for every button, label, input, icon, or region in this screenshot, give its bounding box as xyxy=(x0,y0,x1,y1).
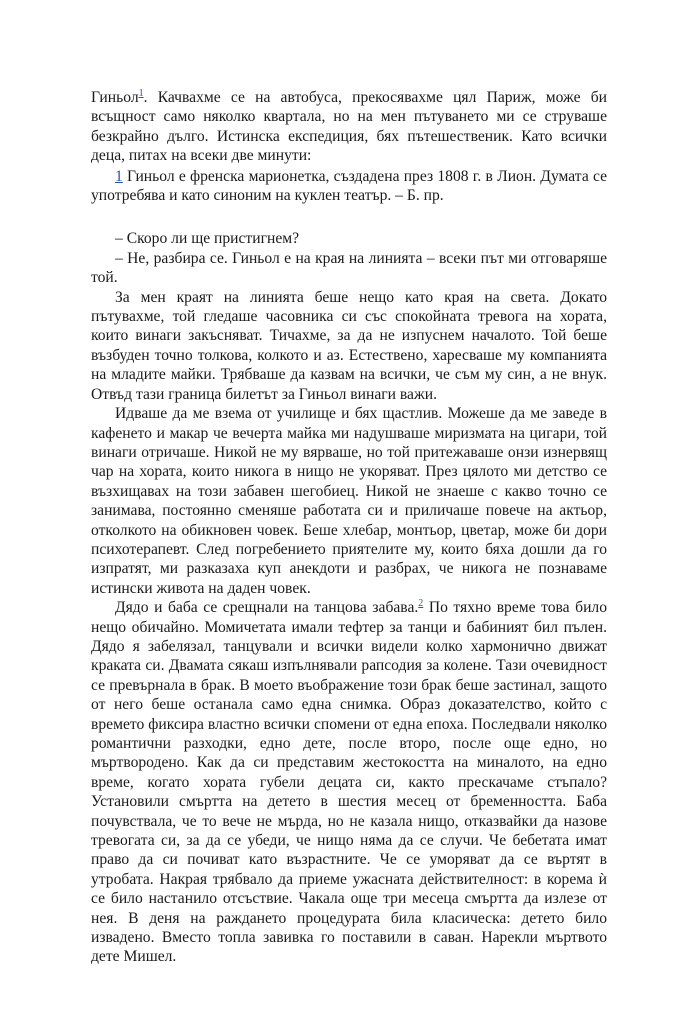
footnote-reference-2[interactable]: 2 xyxy=(418,597,424,609)
paragraph-1 xyxy=(91,88,607,166)
dialogue-line-2: – Не, разбира се. Гиньол е на края на линията – всеки път ми отговаряше той. xyxy=(91,249,607,287)
footnote-backlink-1[interactable]: 1 xyxy=(115,167,123,185)
document-body xyxy=(91,88,607,967)
paragraph-3: Идваше да ме взема от училище и бях щастлив. Можеше да ме заведе в кафенето и макар че вечерта майка ми надушваше миризмата на цигари, той винаги отричаше. Никой не му вярваше, но той притежаваше онзи изнервящ чар на хората, които никога в нищо не укоряват. През цялото ми детство се възхищавах на този забавен шегобиец. Никой не знаеше с какво точно се занимава, постоянно сменяше работата си и приличаше повече на актьор, отколкото на обикновен човек. Беше хлебар, монтьор, цветар, може би дори психотерапевт. След погребението приятелите му, които бяха дошли да го изпратят, ми разказаха куп анекдоти и разбрах, че никога не познаваме истински живота на даден човек. xyxy=(91,405,607,597)
spacer xyxy=(91,205,607,229)
dialogue-line-1: – Скоро ли ще пристигнем? xyxy=(115,230,300,248)
footnote-1 xyxy=(91,167,607,206)
footnote-1-text: Гиньол е френска марионетка, създадена през 1808 г. в Лион. Думата се употребява и като синоним на куклен театър. – Б. пр. xyxy=(91,167,607,205)
paragraph-4-text: По тяхно време това било нещо обичайно. Момичетата имали тефтер за танци и бабиният бил пълен. Дядо я забелязал, танцували и всички видели колко хармонично движат краката си. Двамата сякаш изпълнявали рапсодия за колене. Тази очевидност се превърнала в брак. В моето въображение този брак беше застинал, защото от него беше останала само една снимка. Образ доказателство, който с времето фиксира властно всички спомени от една епоха. Последвали няколко романтични разходки, едно дете, после второ, после още едно, но мъртвородено. Как да си представим жестокостта на миналото, на едно време, когато хората губели децата си, както прескачаме стъпало? Установили смъртта на детето в шестия месец от бременността. Баба почувствала, че то вече не мърда, но не казала нищо, отказвайки да назове тревогата си, за да се убеди, че нищо няма да се случи. Че бебетата имат право да си почиват като възрастните. Че се уморяват да се въртят в утробата. Накрая трябвало да приеме ужасната действителност: в корема ѝ се било настанило отсъствие. Чакала още три месеца смъртта да излезе от нея. В деня на раждането процедурата била класическа: детето било извадено. Вместо топла завивка го поставили в саван. Нарекли мъртвото дете Мишел. xyxy=(91,599,607,966)
paragraph-1-start: Гиньол xyxy=(91,89,139,106)
paragraph-1-text: . Качвахме се на автобуса, прекосявахме цял Париж, може би всъщност само няколко квартала, но на мен пътуването ми се струваше безкрайно дълго. Истинска експедиция, бях пътешественик. Като всички деца, питах на всеки две минути: xyxy=(91,89,607,165)
paragraph-4 xyxy=(91,598,607,967)
paragraph-4-start: Дядо и баба се срещнали на танцова забава. xyxy=(115,599,419,617)
footnote-reference-1[interactable]: 1 xyxy=(138,87,144,99)
paragraph-2: За мен краят на линията беше нещо като края на света. Докато пътувахме, той гледаше часовника си със спокойната тревога на хората, които винаги закъсняват. Тичахме, за да не изпуснем началото. Той беше възбуден точно толкова, колкото и аз. Естествено, харесваше му компанията на младите майки. Трябваше да казвам на всички, че съм му син, а не внук. Отвъд тази граница билетът за Гиньол винаги важи. xyxy=(91,288,607,403)
